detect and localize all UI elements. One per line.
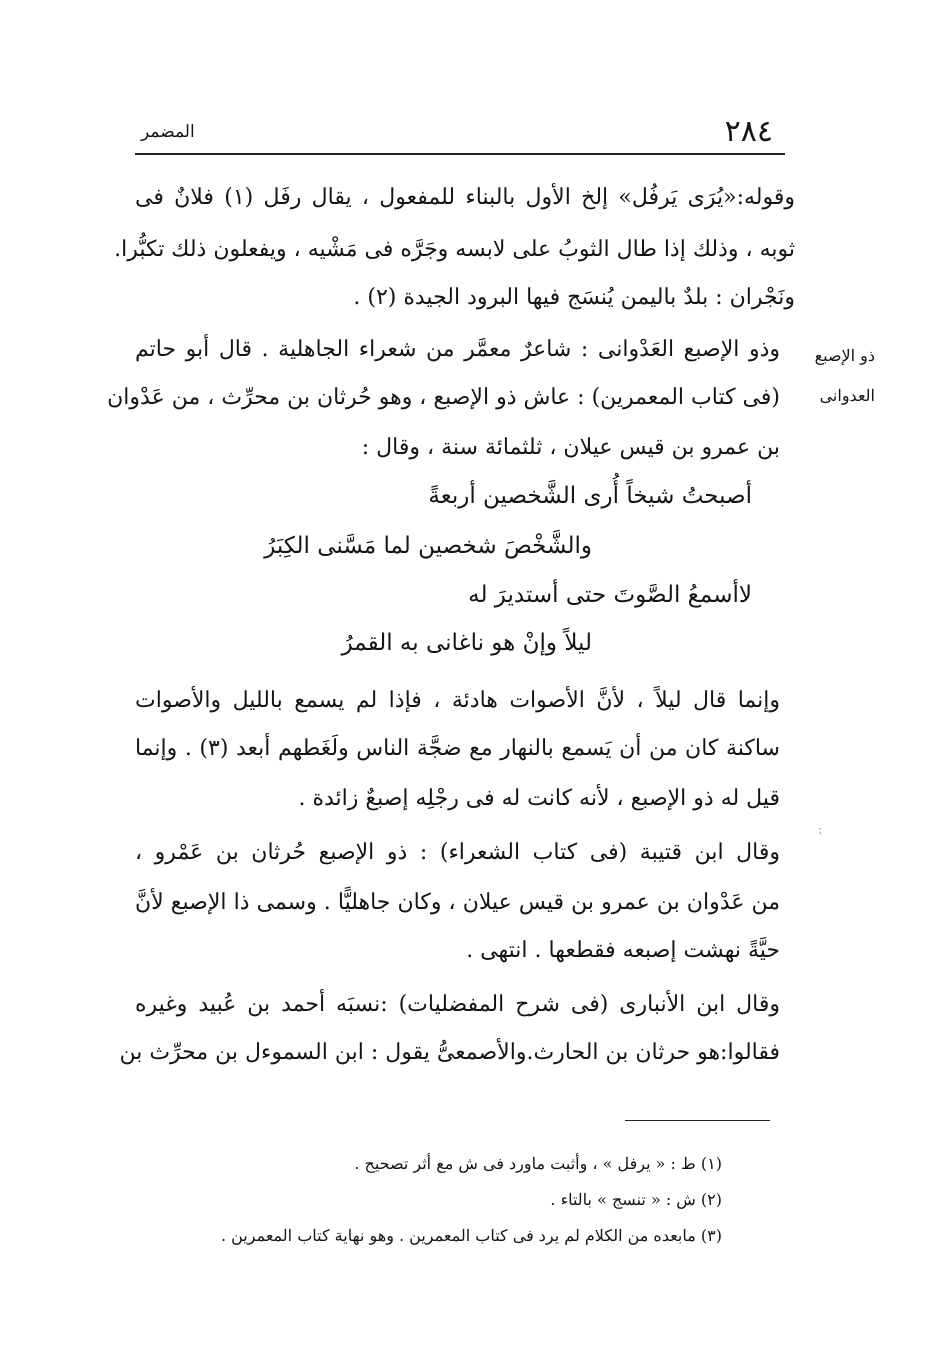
body-line: وذو الإصبع العَدْوانى : شاعرٌ معمَّر من شعراء الجاهلية . قال أبو حاتم	[135, 337, 780, 362]
margin-note-line: العدوانى	[819, 386, 875, 405]
body-line: من عَدْوان بن عمرو بن قيس عيلان ، وكان جاهليًّا . وسمى ذا الإصبع لأنَّ	[135, 890, 780, 915]
verse-hemistich: والشَّخْصَ شخصين لما مَسَّنى الكِبَرُ	[264, 533, 592, 559]
body-line: ساكنة كان من أن يَسمع بالنهار مع ضجَّة الناس ولَغَطهم أبعد (٣) . وإنما	[135, 736, 780, 761]
body-line: وقوله:«يُرَى يَرفُل» إلخ الأول بالبناء للمفعول ، يقال رفَل (١) فلانٌ فى	[135, 185, 795, 210]
verse-hemistich: لاأسمعُ الصَّوتَ حتى أستديرَ له	[468, 582, 752, 608]
body-line: (فى كتاب المعمرين) : عاش ذو الإصبع ، وهو حُرثان بن محرِّث ، من عَدْوان	[107, 385, 780, 410]
body-line: بن عمرو بن قيس عيلان ، ثلثمائة سنة ، وقال :	[361, 435, 780, 460]
body-line: ونَجْران : بلدٌ باليمن يُنسَج فيها البرود الجيدة (٢) .	[353, 285, 795, 310]
body-line: وقال ابن الأنبارى (فى شرح المفضليات) :نسبَه أحمد بن عُبيد وغيره	[135, 992, 780, 1017]
page-number: ٢٨٤	[724, 114, 773, 149]
page-header	[135, 110, 785, 154]
footnote: (٣) مابعده من الكلام لم يرد فى كتاب المعمرين . وهو نهاية كتاب المعمرين .	[220, 1226, 722, 1245]
body-line: وإنما قال ليلاً ، لأنَّ الأصوات هادئة ، فإذا لم يسمع بالليل والأصوات	[135, 688, 780, 713]
body-line: قيل له ذو الإصبع ، لأنه كانت له فى رجْلِه إصبعٌ زائدة .	[298, 786, 780, 811]
footnote: (٢) ش : « تنسج » بالتاء .	[550, 1190, 722, 1209]
body-line: وقال ابن قتيبة (فى كتاب الشعراء) : ذو الإصبع حُرثان بن عَمْرو ،	[135, 840, 780, 865]
header-rule	[135, 153, 785, 155]
verse-hemistich: ليلاً وإنْ هو ناغانى به القمرُ	[341, 630, 592, 656]
body-line: حيَّةً نهشت إصبعه فقطعها . انتهى .	[466, 938, 780, 963]
scan-speck: ⁏	[818, 822, 823, 836]
margin-note-line: ذو الإصبع	[814, 346, 875, 365]
footnote: (١) ط : « يرفل » ، وأثبت ماورد فى ش مع أثر تصحيح .	[354, 1154, 722, 1173]
body-line: ثوبه ، وذلك إذا طال الثوبُ على لابسه وجَرَّه فى مَشْيه ، ويفعلون ذلك تكبُّرا.	[114, 237, 795, 262]
body-line: فقالوا:هو حرثان بن الحارث.والأصمعىُّ يقول : ابن السموءل بن محرِّث بن	[119, 1040, 780, 1065]
verse-hemistich: أصبحتُ شيخاً أُرى الشَّخصين أربعةً	[428, 483, 752, 509]
running-title: المضمر	[141, 122, 195, 142]
footnote-rule	[625, 1120, 770, 1121]
